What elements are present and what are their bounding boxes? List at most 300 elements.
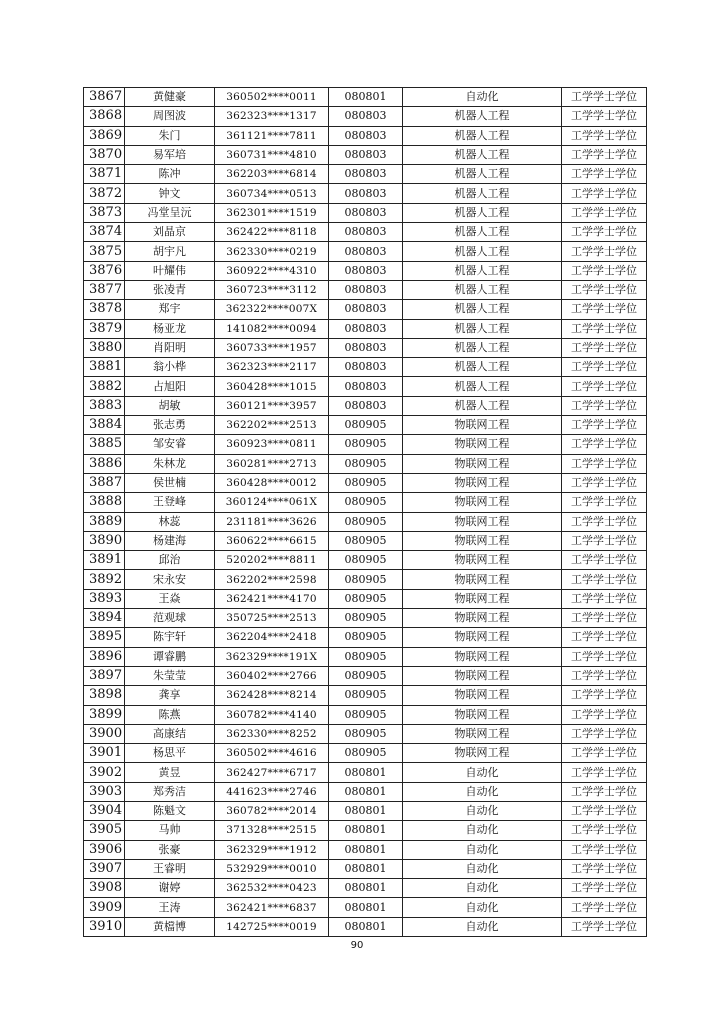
degree-cell: 工学学士学位	[562, 88, 647, 107]
table-row	[84, 879, 647, 898]
id-number-cell: 142725****0019	[215, 917, 329, 936]
major-name-cell: 机器人工程	[403, 242, 562, 261]
id-number-cell: 441623****2746	[215, 782, 329, 801]
name-cell: 范观球	[125, 609, 215, 628]
major-code-cell: 080905	[329, 570, 403, 589]
degree-cell: 工学学士学位	[562, 879, 647, 898]
name-cell: 谭睿鹏	[125, 647, 215, 666]
serial-number-cell: 3869	[84, 126, 125, 145]
major-name-cell: 机器人工程	[403, 145, 562, 164]
name-cell: 宋永安	[125, 570, 215, 589]
serial-number-cell: 3906	[84, 840, 125, 859]
id-number-cell: 362202****2513	[215, 416, 329, 435]
major-code-cell: 080905	[329, 686, 403, 705]
table-row	[84, 801, 647, 820]
name-cell: 谢婷	[125, 879, 215, 898]
major-name-cell: 机器人工程	[403, 107, 562, 126]
id-number-cell: 532929****0010	[215, 859, 329, 878]
name-cell: 易军培	[125, 145, 215, 164]
name-cell: 邱治	[125, 551, 215, 570]
id-number-cell: 362323****1317	[215, 107, 329, 126]
degree-cell: 工学学士学位	[562, 107, 647, 126]
major-name-cell: 机器人工程	[403, 165, 562, 184]
table-row	[84, 493, 647, 512]
id-number-cell: 520202****8811	[215, 551, 329, 570]
serial-number-cell: 3891	[84, 551, 125, 570]
major-name-cell: 物联网工程	[403, 435, 562, 454]
table-row	[84, 165, 647, 184]
degree-cell: 工学学士学位	[562, 609, 647, 628]
id-number-cell: 362323****2117	[215, 358, 329, 377]
major-code-cell: 080905	[329, 435, 403, 454]
serial-number-cell: 3875	[84, 242, 125, 261]
serial-number-cell: 3880	[84, 338, 125, 357]
table-row	[84, 300, 647, 319]
major-code-cell: 080801	[329, 898, 403, 917]
id-number-cell: 360733****1957	[215, 338, 329, 357]
major-name-cell: 物联网工程	[403, 609, 562, 628]
major-code-cell: 080803	[329, 107, 403, 126]
serial-number-cell: 3874	[84, 223, 125, 242]
major-name-cell: 自动化	[403, 840, 562, 859]
name-cell: 朱莹莹	[125, 666, 215, 685]
table-row	[84, 338, 647, 357]
id-number-cell: 360782****4140	[215, 705, 329, 724]
major-name-cell: 机器人工程	[403, 126, 562, 145]
table-row	[84, 763, 647, 782]
table-row	[84, 435, 647, 454]
name-cell: 周图波	[125, 107, 215, 126]
serial-number-cell: 3895	[84, 628, 125, 647]
major-name-cell: 机器人工程	[403, 319, 562, 338]
major-code-cell: 080905	[329, 589, 403, 608]
major-name-cell: 物联网工程	[403, 570, 562, 589]
degree-cell: 工学学士学位	[562, 280, 647, 299]
name-cell: 黄檔博	[125, 917, 215, 936]
degree-cell: 工学学士学位	[562, 319, 647, 338]
degree-cell: 工学学士学位	[562, 242, 647, 261]
name-cell: 杨建海	[125, 531, 215, 550]
serial-number-cell: 3907	[84, 859, 125, 878]
name-cell: 朱林龙	[125, 454, 215, 473]
table-row	[84, 223, 647, 242]
major-code-cell: 080905	[329, 724, 403, 743]
name-cell: 黄昱	[125, 763, 215, 782]
name-cell: 胡敏	[125, 396, 215, 415]
table-row	[84, 724, 647, 743]
degree-cell: 工学学士学位	[562, 493, 647, 512]
id-number-cell: 360502****0011	[215, 88, 329, 107]
major-code-cell: 080803	[329, 280, 403, 299]
id-number-cell: 360502****4616	[215, 744, 329, 763]
table-row	[84, 840, 647, 859]
major-code-cell: 080803	[329, 223, 403, 242]
table-row	[84, 821, 647, 840]
degree-cell: 工学学士学位	[562, 705, 647, 724]
id-number-cell: 362329****191X	[215, 647, 329, 666]
name-cell: 林蕊	[125, 512, 215, 531]
id-number-cell: 360124****061X	[215, 493, 329, 512]
serial-number-cell: 3900	[84, 724, 125, 743]
id-number-cell: 371328****2515	[215, 821, 329, 840]
table-row	[84, 782, 647, 801]
name-cell: 肖阳明	[125, 338, 215, 357]
major-code-cell: 080803	[329, 338, 403, 357]
major-name-cell: 物联网工程	[403, 647, 562, 666]
major-code-cell: 080905	[329, 512, 403, 531]
table-row	[84, 589, 647, 608]
major-code-cell: 080905	[329, 454, 403, 473]
major-name-cell: 机器人工程	[403, 358, 562, 377]
table-row	[84, 531, 647, 550]
name-cell: 高康结	[125, 724, 215, 743]
id-number-cell: 362203****6814	[215, 165, 329, 184]
serial-number-cell: 3894	[84, 609, 125, 628]
major-name-cell: 自动化	[403, 801, 562, 820]
name-cell: 杨亚龙	[125, 319, 215, 338]
serial-number-cell: 3878	[84, 300, 125, 319]
id-number-cell: 362421****4170	[215, 589, 329, 608]
table-body	[84, 88, 647, 937]
major-code-cell: 080801	[329, 917, 403, 936]
major-code-cell: 080905	[329, 705, 403, 724]
major-code-cell: 080801	[329, 859, 403, 878]
id-number-cell: 362532****0423	[215, 879, 329, 898]
serial-number-cell: 3898	[84, 686, 125, 705]
id-number-cell: 362329****1912	[215, 840, 329, 859]
major-code-cell: 080803	[329, 261, 403, 280]
degree-cell: 工学学士学位	[562, 782, 647, 801]
major-code-cell: 080801	[329, 821, 403, 840]
degree-cell: 工学学士学位	[562, 358, 647, 377]
graduates-table	[83, 87, 647, 937]
name-cell: 郑宇	[125, 300, 215, 319]
degree-cell: 工学学士学位	[562, 338, 647, 357]
major-name-cell: 自动化	[403, 898, 562, 917]
major-name-cell: 物联网工程	[403, 724, 562, 743]
serial-number-cell: 3889	[84, 512, 125, 531]
major-name-cell: 物联网工程	[403, 686, 562, 705]
page-number: 90	[350, 940, 364, 951]
id-number-cell: 360121****3957	[215, 396, 329, 415]
id-number-cell: 360734****0513	[215, 184, 329, 203]
degree-cell: 工学学士学位	[562, 165, 647, 184]
name-cell: 张豪	[125, 840, 215, 859]
serial-number-cell: 3905	[84, 821, 125, 840]
degree-cell: 工学学士学位	[562, 184, 647, 203]
serial-number-cell: 3902	[84, 763, 125, 782]
major-name-cell: 机器人工程	[403, 300, 562, 319]
table-row	[84, 898, 647, 917]
id-number-cell: 362202****2598	[215, 570, 329, 589]
name-cell: 王登峰	[125, 493, 215, 512]
name-cell: 冯堂呈沅	[125, 203, 215, 222]
table-row	[84, 377, 647, 396]
degree-cell: 工学学士学位	[562, 223, 647, 242]
id-number-cell: 350725****2513	[215, 609, 329, 628]
major-code-cell: 080803	[329, 203, 403, 222]
major-name-cell: 机器人工程	[403, 338, 562, 357]
table-row	[84, 628, 647, 647]
id-number-cell: 360782****2014	[215, 801, 329, 820]
major-name-cell: 自动化	[403, 859, 562, 878]
name-cell: 陈燕	[125, 705, 215, 724]
major-code-cell: 080905	[329, 551, 403, 570]
table-row	[84, 917, 647, 936]
name-cell: 陈冲	[125, 165, 215, 184]
major-code-cell: 080803	[329, 377, 403, 396]
serial-number-cell: 3885	[84, 435, 125, 454]
id-number-cell: 362330****0219	[215, 242, 329, 261]
major-name-cell: 物联网工程	[403, 473, 562, 492]
serial-number-cell: 3909	[84, 898, 125, 917]
serial-number-cell: 3873	[84, 203, 125, 222]
table-row	[84, 666, 647, 685]
degree-cell: 工学学士学位	[562, 416, 647, 435]
degree-cell: 工学学士学位	[562, 859, 647, 878]
degree-cell: 工学学士学位	[562, 686, 647, 705]
major-code-cell: 080905	[329, 493, 403, 512]
major-code-cell: 080803	[329, 242, 403, 261]
major-name-cell: 物联网工程	[403, 744, 562, 763]
major-name-cell: 物联网工程	[403, 705, 562, 724]
major-name-cell: 机器人工程	[403, 184, 562, 203]
serial-number-cell: 3888	[84, 493, 125, 512]
id-number-cell: 362428****8214	[215, 686, 329, 705]
id-number-cell: 360281****2713	[215, 454, 329, 473]
major-code-cell: 080803	[329, 300, 403, 319]
serial-number-cell: 3876	[84, 261, 125, 280]
degree-cell: 工学学士学位	[562, 589, 647, 608]
major-name-cell: 物联网工程	[403, 493, 562, 512]
id-number-cell: 362330****8252	[215, 724, 329, 743]
degree-cell: 工学学士学位	[562, 898, 647, 917]
name-cell: 王涛	[125, 898, 215, 917]
id-number-cell: 362421****6837	[215, 898, 329, 917]
major-name-cell: 物联网工程	[403, 512, 562, 531]
degree-cell: 工学学士学位	[562, 801, 647, 820]
degree-cell: 工学学士学位	[562, 917, 647, 936]
degree-cell: 工学学士学位	[562, 666, 647, 685]
degree-cell: 工学学士学位	[562, 512, 647, 531]
degree-cell: 工学学士学位	[562, 435, 647, 454]
id-number-cell: 360731****4810	[215, 145, 329, 164]
table-row	[84, 570, 647, 589]
id-number-cell: 141082****0094	[215, 319, 329, 338]
major-name-cell: 机器人工程	[403, 280, 562, 299]
major-name-cell: 物联网工程	[403, 628, 562, 647]
table-row	[84, 126, 647, 145]
table-row	[84, 261, 647, 280]
major-name-cell: 物联网工程	[403, 666, 562, 685]
major-code-cell: 080801	[329, 782, 403, 801]
major-code-cell: 080803	[329, 145, 403, 164]
major-code-cell: 080905	[329, 609, 403, 628]
major-code-cell: 080801	[329, 763, 403, 782]
serial-number-cell: 3887	[84, 473, 125, 492]
table-row	[84, 416, 647, 435]
name-cell: 杨思平	[125, 744, 215, 763]
name-cell: 王焱	[125, 589, 215, 608]
major-name-cell: 机器人工程	[403, 261, 562, 280]
table-row	[84, 705, 647, 724]
table-row	[84, 184, 647, 203]
degree-cell: 工学学士学位	[562, 821, 647, 840]
serial-number-cell: 3883	[84, 396, 125, 415]
major-name-cell: 物联网工程	[403, 589, 562, 608]
table-row	[84, 396, 647, 415]
serial-number-cell: 3884	[84, 416, 125, 435]
serial-number-cell: 3897	[84, 666, 125, 685]
degree-cell: 工学学士学位	[562, 261, 647, 280]
table-row	[84, 280, 647, 299]
serial-number-cell: 3867	[84, 88, 125, 107]
id-number-cell: 360923****0811	[215, 435, 329, 454]
table-row	[84, 647, 647, 666]
major-code-cell: 080905	[329, 473, 403, 492]
table-row	[84, 145, 647, 164]
major-code-cell: 080905	[329, 744, 403, 763]
major-name-cell: 自动化	[403, 88, 562, 107]
degree-cell: 工学学士学位	[562, 377, 647, 396]
degree-cell: 工学学士学位	[562, 396, 647, 415]
serial-number-cell: 3896	[84, 647, 125, 666]
name-cell: 张志勇	[125, 416, 215, 435]
serial-number-cell: 3886	[84, 454, 125, 473]
serial-number-cell: 3872	[84, 184, 125, 203]
name-cell: 占旭阳	[125, 377, 215, 396]
name-cell: 叶耀伟	[125, 261, 215, 280]
table-row	[84, 473, 647, 492]
name-cell: 朱门	[125, 126, 215, 145]
major-name-cell: 自动化	[403, 763, 562, 782]
name-cell: 黄健豪	[125, 88, 215, 107]
major-code-cell: 080905	[329, 416, 403, 435]
major-name-cell: 机器人工程	[403, 377, 562, 396]
name-cell: 龚享	[125, 686, 215, 705]
serial-number-cell: 3904	[84, 801, 125, 820]
degree-cell: 工学学士学位	[562, 551, 647, 570]
table-row	[84, 512, 647, 531]
serial-number-cell: 3882	[84, 377, 125, 396]
serial-number-cell: 3871	[84, 165, 125, 184]
major-code-cell: 080801	[329, 879, 403, 898]
name-cell: 张凌青	[125, 280, 215, 299]
major-code-cell: 080905	[329, 628, 403, 647]
major-code-cell: 080905	[329, 647, 403, 666]
name-cell: 刘晶京	[125, 223, 215, 242]
degree-cell: 工学学士学位	[562, 300, 647, 319]
degree-cell: 工学学士学位	[562, 454, 647, 473]
degree-cell: 工学学士学位	[562, 203, 647, 222]
degree-cell: 工学学士学位	[562, 840, 647, 859]
major-name-cell: 自动化	[403, 821, 562, 840]
degree-cell: 工学学士学位	[562, 126, 647, 145]
id-number-cell: 362204****2418	[215, 628, 329, 647]
serial-number-cell: 3903	[84, 782, 125, 801]
name-cell: 胡宇凡	[125, 242, 215, 261]
serial-number-cell: 3893	[84, 589, 125, 608]
id-number-cell: 360402****2766	[215, 666, 329, 685]
id-number-cell: 360922****4310	[215, 261, 329, 280]
table-row	[84, 609, 647, 628]
name-cell: 马帅	[125, 821, 215, 840]
degree-cell: 工学学士学位	[562, 145, 647, 164]
degree-cell: 工学学士学位	[562, 628, 647, 647]
serial-number-cell: 3877	[84, 280, 125, 299]
id-number-cell: 362427****6717	[215, 763, 329, 782]
major-code-cell: 080803	[329, 165, 403, 184]
degree-cell: 工学学士学位	[562, 724, 647, 743]
major-code-cell: 080905	[329, 666, 403, 685]
serial-number-cell: 3870	[84, 145, 125, 164]
major-name-cell: 机器人工程	[403, 203, 562, 222]
table-row	[84, 454, 647, 473]
major-name-cell: 物联网工程	[403, 416, 562, 435]
table-row	[84, 203, 647, 222]
id-number-cell: 361121****7811	[215, 126, 329, 145]
serial-number-cell: 3901	[84, 744, 125, 763]
table-row	[84, 319, 647, 338]
major-code-cell: 080801	[329, 801, 403, 820]
major-name-cell: 机器人工程	[403, 396, 562, 415]
major-code-cell: 080803	[329, 126, 403, 145]
degree-cell: 工学学士学位	[562, 473, 647, 492]
id-number-cell: 231181****3626	[215, 512, 329, 531]
serial-number-cell: 3892	[84, 570, 125, 589]
name-cell: 陈魁文	[125, 801, 215, 820]
table-row	[84, 358, 647, 377]
major-code-cell: 080803	[329, 396, 403, 415]
serial-number-cell: 3881	[84, 358, 125, 377]
major-code-cell: 080803	[329, 319, 403, 338]
serial-number-cell: 3868	[84, 107, 125, 126]
id-number-cell: 362301****1519	[215, 203, 329, 222]
id-number-cell: 360428****1015	[215, 377, 329, 396]
id-number-cell: 362322****007X	[215, 300, 329, 319]
table-row	[84, 242, 647, 261]
name-cell: 侯世楠	[125, 473, 215, 492]
serial-number-cell: 3879	[84, 319, 125, 338]
serial-number-cell: 3908	[84, 879, 125, 898]
table-row	[84, 744, 647, 763]
id-number-cell: 360428****0012	[215, 473, 329, 492]
id-number-cell: 362422****8118	[215, 223, 329, 242]
name-cell: 翁小桦	[125, 358, 215, 377]
major-code-cell: 080803	[329, 358, 403, 377]
table-row	[84, 551, 647, 570]
major-code-cell: 080801	[329, 840, 403, 859]
major-code-cell: 080801	[329, 88, 403, 107]
name-cell: 邹安睿	[125, 435, 215, 454]
table-row	[84, 88, 647, 107]
degree-cell: 工学学士学位	[562, 570, 647, 589]
serial-number-cell: 3910	[84, 917, 125, 936]
major-name-cell: 机器人工程	[403, 223, 562, 242]
major-name-cell: 自动化	[403, 879, 562, 898]
table-row	[84, 107, 647, 126]
degree-cell: 工学学士学位	[562, 744, 647, 763]
major-code-cell: 080803	[329, 184, 403, 203]
id-number-cell: 360723****3112	[215, 280, 329, 299]
degree-cell: 工学学士学位	[562, 647, 647, 666]
major-code-cell: 080905	[329, 531, 403, 550]
name-cell: 郑秀洁	[125, 782, 215, 801]
major-name-cell: 自动化	[403, 917, 562, 936]
degree-cell: 工学学士学位	[562, 763, 647, 782]
table-row	[84, 686, 647, 705]
serial-number-cell: 3890	[84, 531, 125, 550]
